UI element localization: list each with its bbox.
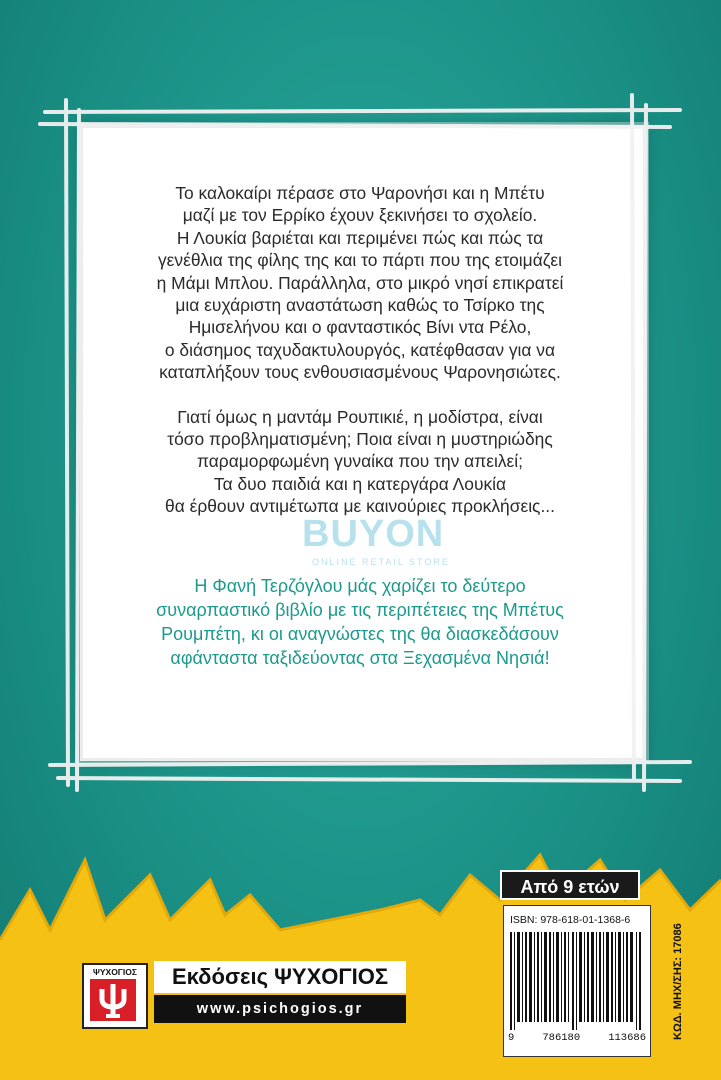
barcode-digit-group: 113686 [608,1032,646,1044]
synopsis-text [100,182,620,518]
barcode-digit-group: 786180 [542,1032,581,1044]
publisher-url[interactable]: www.psichogios.gr [154,995,406,1023]
logo-text: ΨΥΧΟΓΙΟΣ [92,967,137,977]
blurb-line: Η Φανή Τερζόγλου μάς χαρίζει το δεύτερο [194,576,526,596]
age-badge: Από 9 ετών [500,870,640,900]
synopsis-line: Το καλοκαίρι πέρασε στο Ψαρονήσι και η Μπέτυ [175,183,545,203]
product-code: ΚΩΔ. ΜΗΧ/ΣΗΣ: 17086 [672,923,684,1040]
blurb-line: αφάνταστα ταξιδεύοντας στα Ξεχασμένα Νησιά! [170,648,550,668]
synopsis-line: θα έρθουν αντιμέτωπα με καινούριες προκλήσεις... [165,496,555,517]
synopsis-line: Γιατί όμως η μαντάμ Ρουπικιέ, η μοδίστρα, είναι [177,406,543,427]
synopsis-line: ο διάσημος ταχυδακτυλουργός, κατέφθασαν για να [164,339,556,360]
blurb-line: Ρουμπέτη, κι οι αναγνώστες της θα διασκεδάσουν [161,624,559,644]
synopsis-line: η Μάμι Μπλου. Παράλληλα, στο μικρό νησί επικρατεί [156,272,564,293]
synopsis-line: παραμορφωμένη γυναίκα που την απειλεί; [197,451,523,472]
synopsis-line: μαζί με τον Ερρίκο έχουν ξεκινήσει το σχολείο. [182,205,538,226]
synopsis-line: μια ευχάριστη αναστάτωση καθώς το Τσίρκο της [175,295,545,316]
publisher-name: Εκδόσεις ΨΥΧΟΓΙΟΣ [154,961,406,993]
barcode-icon [510,932,644,1030]
barcode-digit-group: 9 [508,1032,515,1044]
blurb-line: συναρπαστικό βιβλίο με τις περιπέτειες της Μπέτυς [156,600,564,620]
psi-icon [90,979,136,1021]
watermark-tagline: ONLINE RETAIL STORE [312,557,450,567]
synopsis-line: Η Λουκία βαριέται και περιμένει πώς και πώς τα [176,227,544,248]
isbn-label: ISBN: 978-618-01-1368-6 [510,914,631,926]
author-blurb [100,574,620,670]
synopsis-line: Ημισελήνου και ο φανταστικός Βίνι ντα Ρέλο, [188,317,532,338]
synopsis-line: Τα δυο παιδιά και η κατεργάρα Λουκία [213,473,507,494]
synopsis-line: γενέθλια της φίλης της και το πάρτι που της ετοιμάζει [157,250,563,271]
synopsis-line: καταπλήξουν τους ενθουσιασμένους Ψαρονησιώτες. [159,362,561,383]
isbn-barcode-box [503,905,651,1057]
publisher-logo [82,963,148,1029]
synopsis-line: τόσο προβληματισμένη; Ποια είναι η μυστηριώδης [167,429,553,450]
barcode-digits [508,1032,646,1044]
watermark-brand: BUYON [302,513,445,555]
